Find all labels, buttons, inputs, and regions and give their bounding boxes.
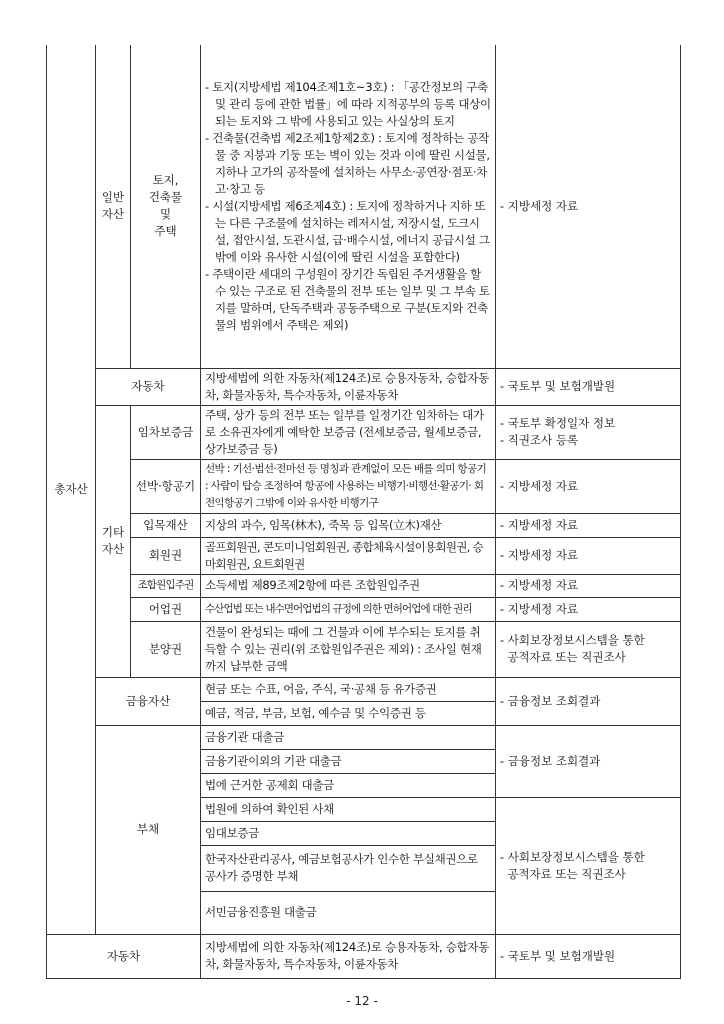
vehicle-label: 자동차 <box>47 934 201 978</box>
page-number: - 12 - <box>346 994 378 1008</box>
general-assets-label: 일반 자산 <box>96 45 131 368</box>
facility-bullet: - 시설(지방세법 제6조제4호) : 토지에 정착하거나 지하 또는 다른 구조물에 설치하는 레저시설, 저장시설, 도크시설, 접안시설, 도관시설, 급·배수시설, 에너지 공급시설 그 밖에 이와 유사한 시설(이에 딸린 시설을 포함한다) <box>205 198 490 264</box>
other-asset-source: - 지방세정 자료 <box>496 574 681 597</box>
other-asset-description: 지상의 과수, 임목(林木), 죽목 등 입목(立木)재산 <box>201 513 496 537</box>
category-total-assets: 총자산 <box>47 45 96 934</box>
debt-item: 한국자산관리공사, 예금보험공사가 인수한 부실채권으로 공사가 증명한 부채 <box>201 845 496 891</box>
other-asset-description: 건물이 완성되는 때에 그 건물과 이에 부수되는 토지를 취득할 수 있는 권리(위 조합원입주권은 제외) : 조사일 현재까지 납부한 금액 <box>201 621 496 677</box>
general-vehicle-label: 자동차 <box>96 368 201 405</box>
other-asset-label: 어업권 <box>131 597 201 621</box>
financial-asset-item: 예금, 적금, 부금, 보험, 예수금 및 수익증권 등 <box>201 701 496 725</box>
debt-item: 서민금융진흥원 대출금 <box>201 891 496 934</box>
other-asset-description: 소득세법 제89조제2항에 따른 조합원입주권 <box>201 574 496 597</box>
other-asset-source: - 지방세정 자료 <box>496 459 681 513</box>
financial-assets-label: 금융자산 <box>96 677 201 725</box>
land-building-label: 토지, 건축물 및 주택 <box>131 45 201 368</box>
other-asset-label: 회원권 <box>131 537 201 574</box>
building-bullet: - 건축물(건축법 제2조제1항제2호) : 토지에 정착하는 공작물 중 지붕과 기둥 또는 벽이 있는 것과 이에 딸린 시설물, 지하나 고가의 공작물에 설치하는 사무소·공연장·점포·차고·창고 등 <box>205 130 490 196</box>
other-asset-source: - 사회보장정보시스템을 통한 공적자료 또는 직권조사 <box>496 621 681 677</box>
general-vehicle-description: 지방세법에 의한 자동차(제124조)로 승용자동차, 승합자동차, 화물자동차, 특수자동차, 이륜자동차 <box>201 368 496 405</box>
debt-item: 임대보증금 <box>201 821 496 845</box>
land-building-description <box>201 45 496 368</box>
vehicle-source: - 국토부 및 보험개발원 <box>496 934 681 978</box>
land-building-source: - 지방세정 자료 <box>496 45 681 368</box>
debt-item: 금융기관이외의 기관 대출금 <box>201 749 496 773</box>
debt-item: 법에 근거한 공제회 대출금 <box>201 773 496 797</box>
debt-item: 금융기관 대출금 <box>201 725 496 749</box>
other-asset-label: 선박·항공기 <box>131 459 201 513</box>
asset-criteria-table <box>46 45 681 979</box>
other-assets-label: 기타 자산 <box>96 405 131 677</box>
other-asset-source: - 지방세정 자료 <box>496 513 681 537</box>
debt-group2-source: - 사회보장정보시스템을 통한 공적자료 또는 직권조사 <box>496 797 681 934</box>
other-asset-description: 골프회원권, 콘도미니엄회원권, 종합체육시설이용회원권, 승마회원권, 요트회원권 <box>201 537 496 574</box>
other-asset-source: - 지방세정 자료 <box>496 597 681 621</box>
other-asset-label: 입목재산 <box>131 513 201 537</box>
other-asset-label: 분양권 <box>131 621 201 677</box>
general-vehicle-source: - 국토부 및 보험개발원 <box>496 368 681 405</box>
other-asset-description: 수산업법 또는 내수면어업법의 규정에 의한 면허어업에 대한 권리 <box>201 597 496 621</box>
vehicle-description: 지방세법에 의한 자동차(제124조)로 승용자동차, 승합자동차, 화물자동차, 특수자동차, 이륜자동차 <box>201 934 496 978</box>
debt-group1-source: - 금융정보 조회결과 <box>496 725 681 797</box>
financial-assets-source: - 금융정보 조회결과 <box>496 677 681 725</box>
debt-label: 부채 <box>96 725 201 934</box>
housing-bullet: - 주택이란 세대의 구성원이 장기간 독립된 주거생활을 할 수 있는 구조로 된 건축물의 전부 또는 일부 및 그 부속 토지를 말하며, 단독주택과 공동주택으로 구분(토지와 건축물의 범위에서 주택은 제외) <box>205 266 490 332</box>
other-asset-source: - 국토부 확정일자 정보 - 직권조사 등록 <box>496 405 681 459</box>
other-asset-label: 임차보증금 <box>131 405 201 459</box>
other-asset-description: 선박 : 기선·범선·전마선 등 명칭과 관계없이 모든 배를 의미 항공기 : 사람이 탑승 조정하여 항공에 사용하는 비행기·비행선·활공기· 회전익항공기 그밖에 이와 유사한 비행기구 <box>201 459 496 513</box>
other-asset-source: - 지방세정 자료 <box>496 537 681 574</box>
land-bullet: - 토지(지방세법 제104조제1호~3호) : 「공간정보의 구축 및 관리 등에 관한 법률」에 따라 지적공부의 등록 대상이 되는 토지와 그 밖에 사용되고 있는 사실상의 토지 <box>205 79 491 128</box>
financial-asset-item: 현금 또는 수표, 어음, 주식, 국·공채 등 유가증권 <box>201 677 496 701</box>
debt-item: 법원에 의하여 확인된 사채 <box>201 797 496 821</box>
other-asset-label: 조합원입주권 <box>131 574 201 597</box>
other-asset-description: 주택, 상가 등의 전부 또는 일부를 일정기간 임차하는 대가로 소유권자에게 예탁한 보증금 (전세보증금, 월세보증금, 상가보증금 등) <box>201 405 496 459</box>
